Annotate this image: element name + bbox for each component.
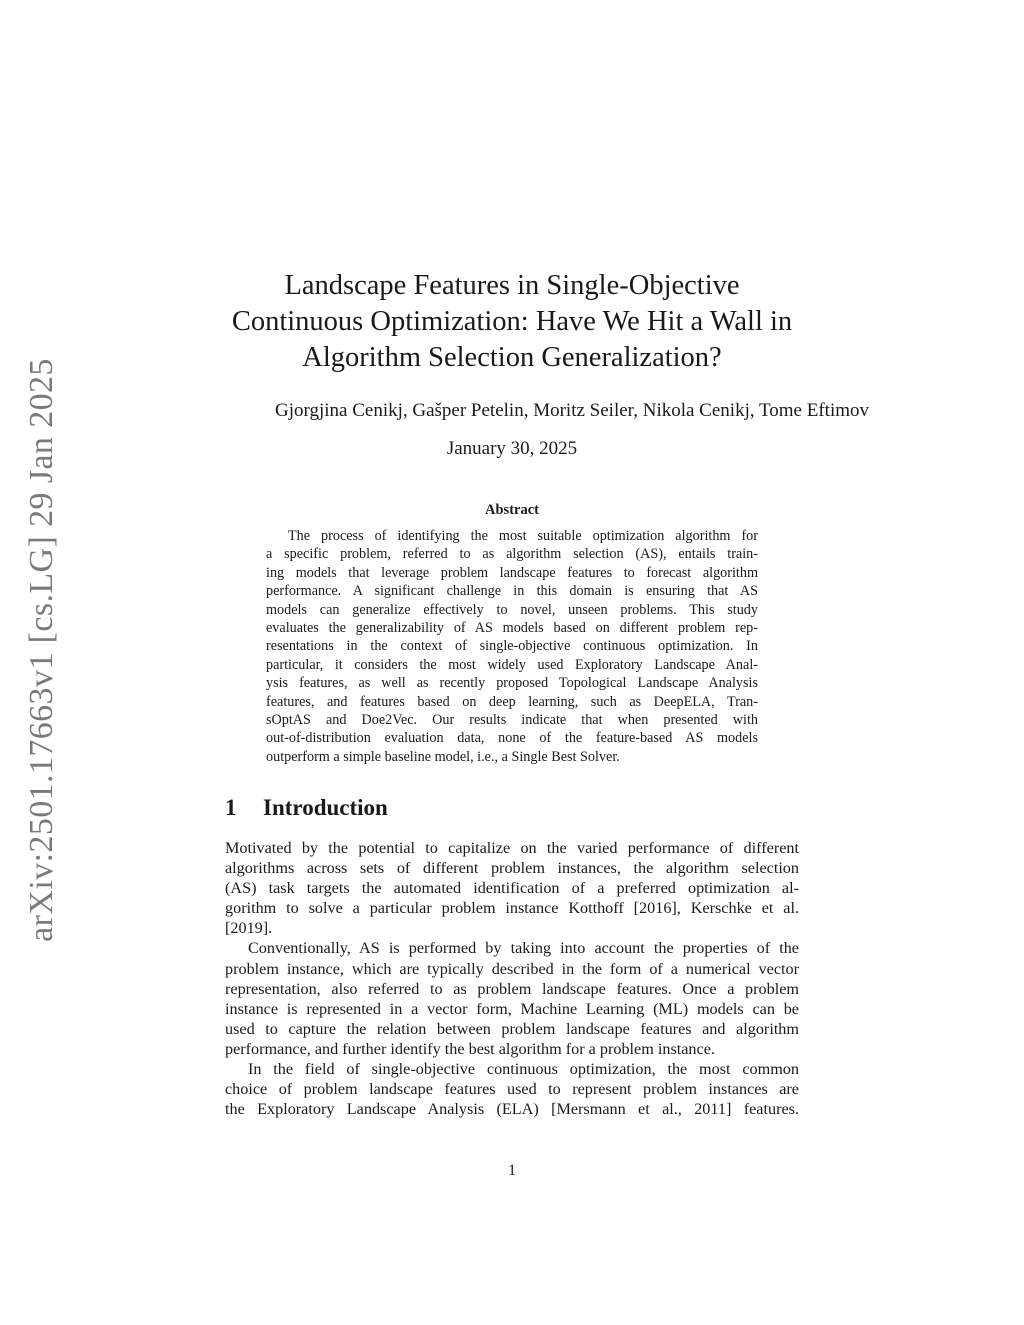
publication-date: January 30, 2025 [446, 438, 578, 459]
body-line: used to capture the relation between problem landscape features and algorithm [225, 1019, 799, 1038]
abstract-line: resentations in the context of single-objective continuous optimization. In [266, 638, 758, 655]
abstract-line: particular, it considers the most widely used Exploratory Landscape Anal- [266, 656, 758, 673]
abstract-line: ing models that leverage problem landscape features to forecast algorithm [266, 564, 758, 581]
body-line: choice of problem landscape features used to represent problem instances are [225, 1080, 799, 1099]
section-number: 1 [225, 795, 237, 820]
title-line: Algorithm Selection Generalization? [302, 342, 722, 373]
body-line: Conventionally, AS is performed by taking into account the properties of the [248, 939, 799, 958]
title-line: Continuous Optimization: Have We Hit a Wall in [231, 306, 793, 337]
body-line: [2019]. [225, 919, 273, 938]
body-line: problem instance, which are typically described in the form of a numerical vector [225, 959, 799, 978]
arxiv-identifier-stamp [22, 360, 62, 940]
body-line: the Exploratory Landscape Analysis (ELA) [Mersmann et al., 2011] features. [225, 1100, 799, 1119]
body-line: gorithm to solve a particular problem instance Kotthoff [2016], Kerschke et al. [225, 899, 799, 918]
title-line: Landscape Features in Single-Objective [284, 270, 740, 301]
abstract-line: sOptAS and Doe2Vec. Our results indicate that when presented with [266, 712, 758, 729]
abstract-line: outperform a simple baseline model, i.e., a Single Best Solver. [266, 748, 620, 765]
arxiv-identifier-text: arXiv:2501.17663v1 [cs.LG] 29 Jan 2025 [23, 358, 61, 942]
abstract-heading: Abstract [485, 502, 539, 518]
body-line: instance is represented in a vector form, Machine Learning (ML) models can be [225, 999, 799, 1018]
body-line: representation, also referred to as problem landscape features. Once a problem [225, 979, 799, 998]
body-line: (AS) task targets the automated identification of a preferred optimization al- [225, 879, 799, 898]
body-line: Motivated by the potential to capitalize on the varied performance of different [225, 839, 799, 857]
abstract-line: a specific problem, referred to as algorithm selection (AS), entails train- [266, 546, 758, 563]
section-title: Introduction [263, 795, 388, 820]
abstract-line: features, and features based on deep learning, such as DeepELA, Tran- [266, 693, 758, 710]
author-list: Gjorgjina Cenikj, Gašper Petelin, Moritz Seiler, Nikola Cenikj, Tome Eftimov [274, 400, 870, 421]
page-number: 1 [508, 1162, 516, 1179]
paper-title [200, 268, 824, 376]
abstract-line: ysis features, as well as recently proposed Topological Landscape Analysis [266, 675, 758, 692]
body-line: performance, and further identify the best algorithm for a problem instance. [225, 1039, 715, 1058]
abstract-line: models can generalize effectively to novel, unseen problems. This study [266, 601, 758, 618]
abstract-line: out-of-distribution evaluation data, none of the feature-based AS models [266, 730, 758, 747]
abstract-line: performance. A significant challenge in this domain is ensuring that AS [266, 583, 758, 600]
body-line: In the field of single-objective continuous optimization, the most common [248, 1060, 799, 1079]
body-line: algorithms across sets of different problem instances, the algorithm selection [225, 859, 799, 878]
abstract-body [266, 527, 758, 766]
abstract-line: The process of identifying the most suitable optimization algorithm for [288, 528, 758, 544]
introduction-body [225, 838, 799, 1119]
abstract-line: evaluates the generalizability of AS models based on different problem rep- [266, 620, 758, 637]
section-heading-introduction [225, 795, 388, 821]
